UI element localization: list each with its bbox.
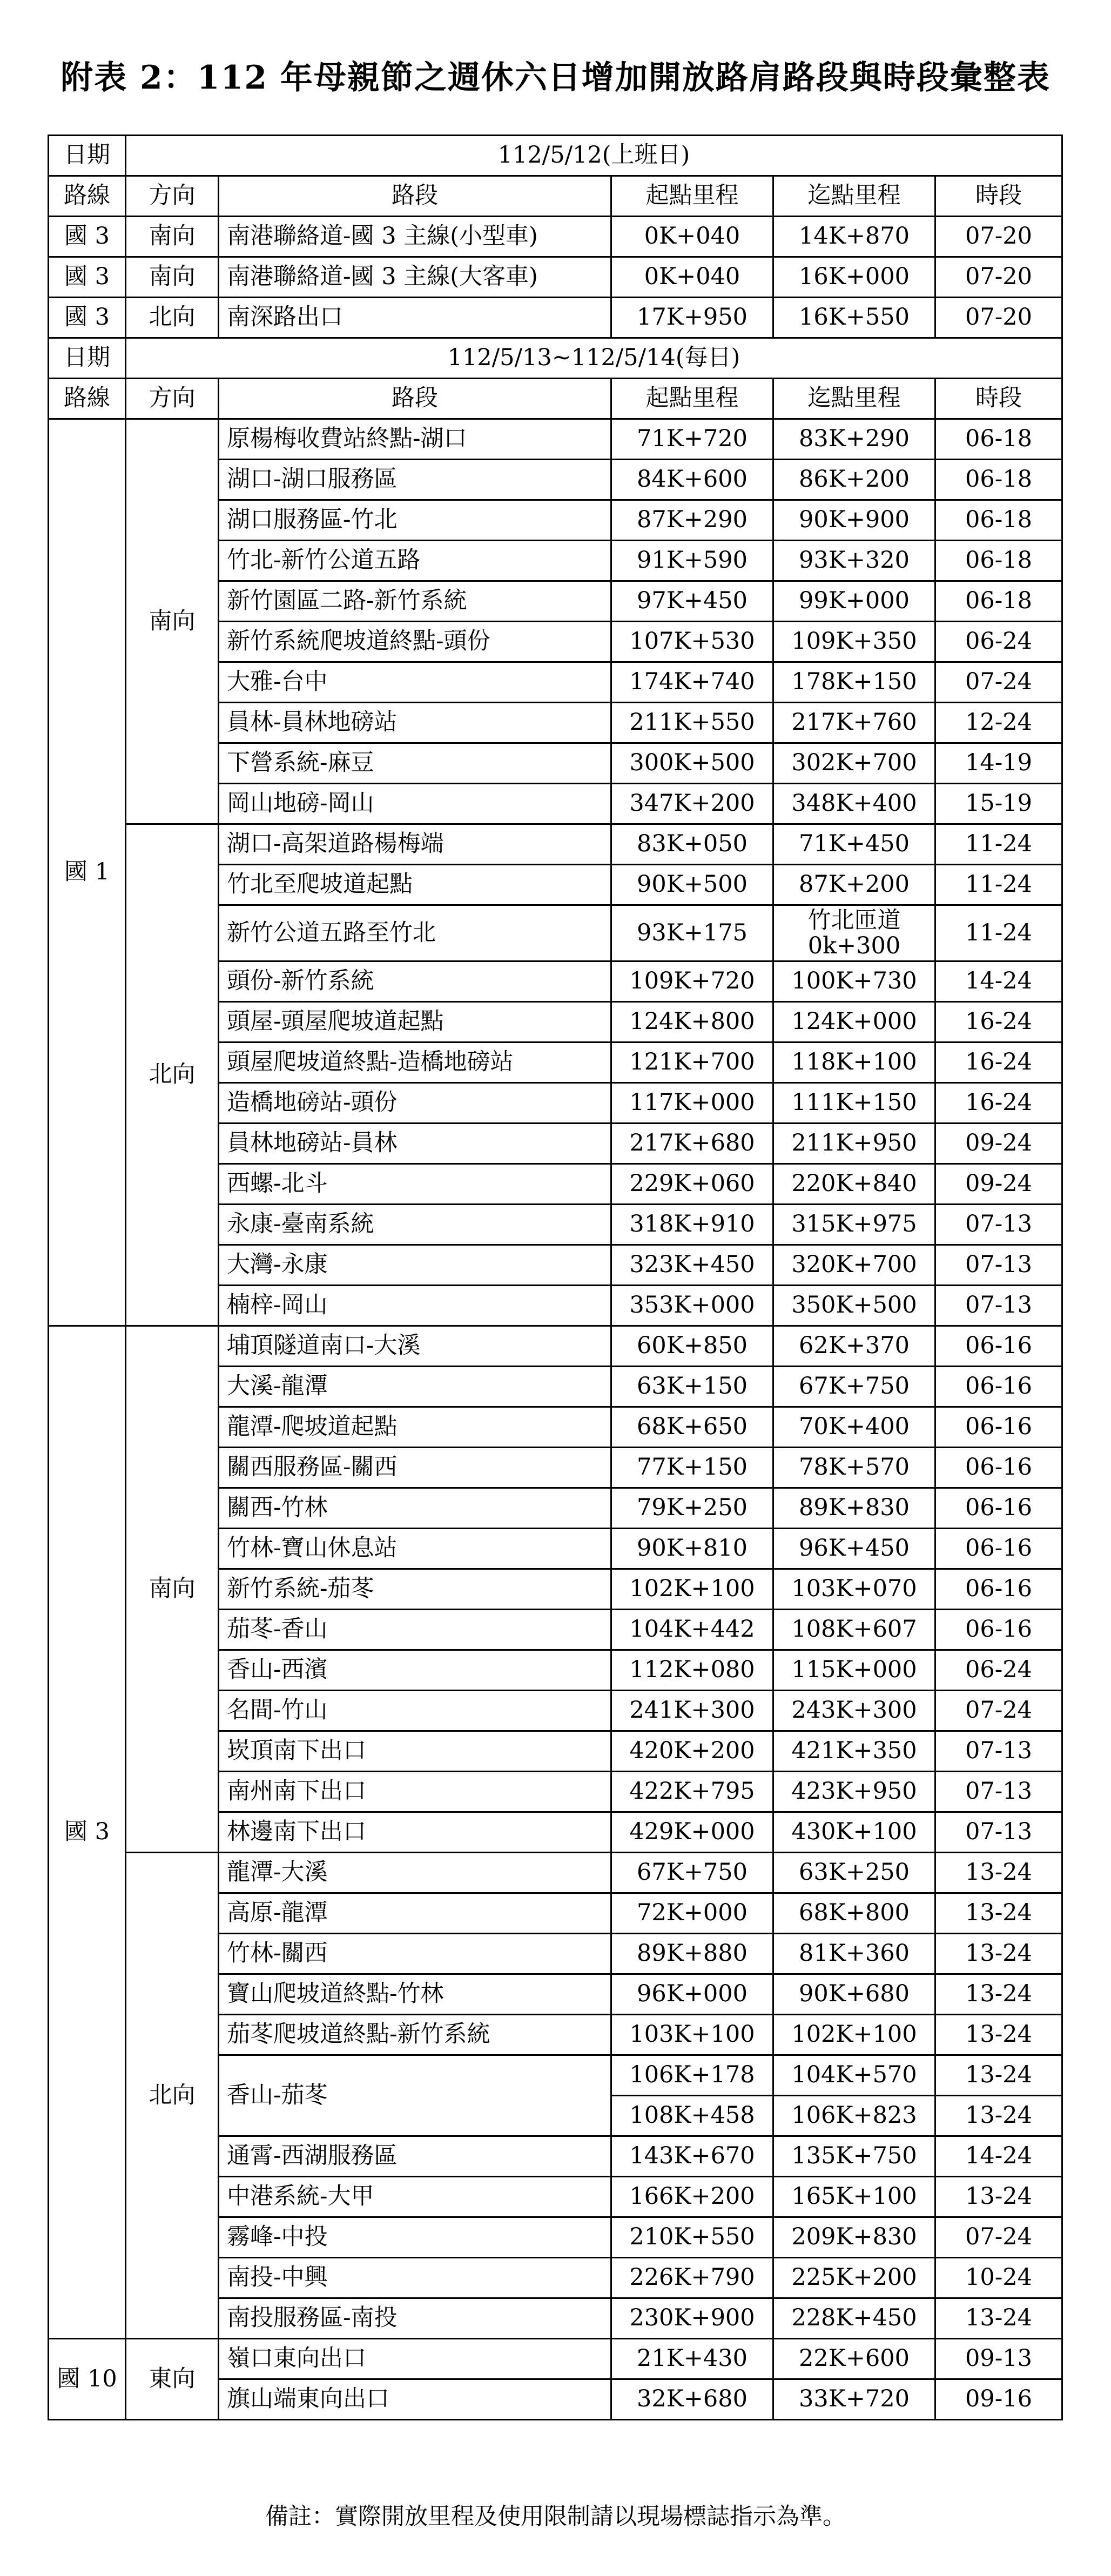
time-cell: 07-24 (935, 2217, 1062, 2258)
end-km-cell: 217K+760 (773, 703, 935, 743)
section-cell: 茄苳-香山 (219, 1610, 611, 1650)
header-direction: 方向 (126, 176, 219, 217)
start-km-cell: 422K+795 (611, 1772, 773, 1812)
time-cell: 07-13 (935, 1812, 1062, 1853)
end-km-cell: 63K+250 (773, 1853, 935, 1893)
start-km-cell: 87K+290 (611, 500, 773, 541)
end-km-cell: 33K+720 (773, 2379, 935, 2420)
end-km-cell: 209K+830 (773, 2217, 935, 2258)
end-km-cell: 16K+550 (773, 298, 935, 338)
header-end: 迄點里程 (773, 379, 935, 419)
time-cell: 06-18 (935, 581, 1062, 622)
end-km-cell: 108K+607 (773, 1610, 935, 1650)
time-cell: 06-16 (935, 1326, 1062, 1367)
end-km-cell: 22K+600 (773, 2339, 935, 2379)
start-km-cell: 420K+200 (611, 1731, 773, 1772)
section-cell: 大雅-台中 (219, 662, 611, 703)
section-cell: 大灣-永康 (219, 1245, 611, 1286)
direction-cell: 北向 (126, 1853, 219, 2339)
end-km-cell: 103K+070 (773, 1569, 935, 1610)
section-cell: 湖口-湖口服務區 (219, 460, 611, 500)
end-km-cell (773, 905, 935, 961)
section-cell: 茄苳爬坡道終點-新竹系統 (219, 2015, 611, 2055)
section-cell: 關西服務區-關西 (219, 1448, 611, 1488)
start-km-cell: 230K+900 (611, 2298, 773, 2339)
time-cell: 06-18 (935, 460, 1062, 500)
time-cell: 09-24 (935, 1164, 1062, 1205)
end-km-cell: 124K+000 (773, 1002, 935, 1042)
end-km-cell: 78K+570 (773, 1448, 935, 1488)
section-cell: 大溪-龍潭 (219, 1367, 611, 1407)
start-km-cell: 93K+175 (611, 905, 773, 961)
start-km-cell: 21K+430 (611, 2339, 773, 2379)
route-cell: 國 3 (49, 298, 126, 338)
time-cell: 16-24 (935, 1083, 1062, 1124)
route-cell: 國 3 (49, 1326, 126, 2339)
start-km-cell: 77K+150 (611, 1448, 773, 1488)
start-km-cell: 347K+200 (611, 784, 773, 824)
end-km-cell: 67K+750 (773, 1367, 935, 1407)
start-km-cell: 83K+050 (611, 824, 773, 865)
section-cell: 香山-茄苳 (219, 2055, 611, 2136)
header-time: 時段 (935, 379, 1062, 419)
section-cell: 西螺-北斗 (219, 1164, 611, 1205)
time-cell: 06-16 (935, 1407, 1062, 1448)
time-cell: 12-24 (935, 703, 1062, 743)
start-km-cell: 90K+500 (611, 865, 773, 905)
section-cell: 頭份-新竹系統 (219, 961, 611, 1002)
section-cell: 香山-西濱 (219, 1650, 611, 1691)
end-km-cell: 423K+950 (773, 1772, 935, 1812)
start-km-cell: 32K+680 (611, 2379, 773, 2420)
start-km-cell: 112K+080 (611, 1650, 773, 1691)
direction-cell: 南向 (126, 257, 219, 298)
table-row (49, 1853, 1062, 1893)
start-km-cell: 67K+750 (611, 1853, 773, 1893)
section-cell: 頭屋爬坡道終點-造橋地磅站 (219, 1042, 611, 1083)
end-km-cell: 228K+450 (773, 2298, 935, 2339)
time-cell: 09-24 (935, 1124, 1062, 1164)
start-km-cell: 60K+850 (611, 1326, 773, 1367)
end-km-cell: 86K+200 (773, 460, 935, 500)
start-km-cell: 89K+880 (611, 1934, 773, 1974)
end-km-cell: 225K+200 (773, 2258, 935, 2298)
time-cell: 06-24 (935, 1650, 1062, 1691)
start-km-cell: 17K+950 (611, 298, 773, 338)
time-cell: 11-24 (935, 905, 1062, 961)
document-title: 附表 2：112 年母親節之週休六日增加開放路肩路段與時段彙整表 (60, 59, 1051, 97)
section-cell: 嶺口東向出口 (219, 2339, 611, 2379)
section-cell: 南投服務區-南投 (219, 2298, 611, 2339)
table-row (49, 217, 1062, 257)
table-row (49, 257, 1062, 298)
start-km-cell: 103K+100 (611, 2015, 773, 2055)
section-cell: 寶山爬坡道終點-竹林 (219, 1974, 611, 2015)
start-km-cell: 124K+800 (611, 1002, 773, 1042)
section-cell: 南深路出口 (219, 298, 611, 338)
time-cell: 07-24 (935, 662, 1062, 703)
end-km-cell: 135K+750 (773, 2136, 935, 2177)
start-km-cell: 0K+040 (611, 217, 773, 257)
section-cell: 林邊南下出口 (219, 1812, 611, 1853)
table-row (49, 824, 1062, 865)
end-km-cell: 100K+730 (773, 961, 935, 1002)
section-cell: 永康-臺南系統 (219, 1205, 611, 1245)
end-km-cell: 71K+450 (773, 824, 935, 865)
time-cell: 14-19 (935, 743, 1062, 784)
section-cell: 竹北至爬坡道起點 (219, 865, 611, 905)
start-km-cell: 106K+178 (611, 2055, 773, 2096)
end-km-cell: 93K+320 (773, 541, 935, 581)
start-km-cell: 143K+670 (611, 2136, 773, 2177)
end-km-cell: 220K+840 (773, 1164, 935, 1205)
header-start: 起點里程 (611, 176, 773, 217)
end-km-cell: 421K+350 (773, 1731, 935, 1772)
start-km-cell: 210K+550 (611, 2217, 773, 2258)
direction-cell: 北向 (126, 824, 219, 1326)
date-value: 112/5/13~112/5/14(每日) (126, 338, 1062, 379)
start-km-cell: 102K+100 (611, 1569, 773, 1610)
start-km-cell: 72K+000 (611, 1893, 773, 1934)
section-cell: 南港聯絡道-國 3 主線(大客車) (219, 257, 611, 298)
section-cell: 原楊梅收費站終點-湖口 (219, 419, 611, 460)
time-cell: 13-24 (935, 2055, 1062, 2096)
table-row (49, 338, 1062, 379)
start-km-cell: 109K+720 (611, 961, 773, 1002)
start-km-cell: 79K+250 (611, 1488, 773, 1529)
time-cell: 07-20 (935, 257, 1062, 298)
time-cell: 07-20 (935, 298, 1062, 338)
time-cell: 06-16 (935, 1448, 1062, 1488)
start-km-cell: 323K+450 (611, 1245, 773, 1286)
end-km-cell: 320K+700 (773, 1245, 935, 1286)
end-km-cell: 90K+680 (773, 1974, 935, 2015)
date-value: 112/5/12(上班日) (126, 136, 1062, 176)
header-section: 路段 (219, 379, 611, 419)
section-cell: 楠梓-岡山 (219, 1286, 611, 1326)
start-km-cell: 353K+000 (611, 1286, 773, 1326)
time-cell: 14-24 (935, 2136, 1062, 2177)
route-cell: 國 3 (49, 217, 126, 257)
header-route: 路線 (49, 379, 126, 419)
end-km-cell: 90K+900 (773, 500, 935, 541)
end-km-cell: 83K+290 (773, 419, 935, 460)
time-cell: 13-24 (935, 1974, 1062, 2015)
end-km-cell: 96K+450 (773, 1529, 935, 1569)
header-direction: 方向 (126, 379, 219, 419)
end-km-cell: 14K+870 (773, 217, 935, 257)
start-km-cell: 217K+680 (611, 1124, 773, 1164)
time-cell: 07-13 (935, 1286, 1062, 1326)
section-cell: 新竹系統爬坡道終點-頭份 (219, 622, 611, 662)
time-cell: 13-24 (935, 2298, 1062, 2339)
time-cell: 06-16 (935, 1488, 1062, 1529)
section-cell: 新竹公道五路至竹北 (219, 905, 611, 961)
time-cell: 15-19 (935, 784, 1062, 824)
time-cell: 06-16 (935, 1529, 1062, 1569)
time-cell: 06-18 (935, 419, 1062, 460)
direction-cell: 南向 (126, 1326, 219, 1853)
end-km-cell: 302K+700 (773, 743, 935, 784)
start-km-cell: 226K+790 (611, 2258, 773, 2298)
start-km-cell: 300K+500 (611, 743, 773, 784)
header-start: 起點里程 (611, 379, 773, 419)
section-cell: 新竹系統-茄苳 (219, 1569, 611, 1610)
time-cell: 14-24 (935, 961, 1062, 1002)
end-km-cell: 104K+570 (773, 2055, 935, 2096)
start-km-cell: 107K+530 (611, 622, 773, 662)
end-km-line: 0k+300 (807, 932, 901, 959)
start-km-cell: 117K+000 (611, 1083, 773, 1124)
table-row (49, 1326, 1062, 1367)
time-cell: 06-18 (935, 500, 1062, 541)
end-km-cell: 118K+100 (773, 1042, 935, 1083)
end-km-cell: 102K+100 (773, 2015, 935, 2055)
time-cell: 16-24 (935, 1042, 1062, 1083)
section-cell: 竹林-寶山休息站 (219, 1529, 611, 1569)
date-label: 日期 (49, 136, 126, 176)
start-km-cell: 71K+720 (611, 419, 773, 460)
end-km-cell: 430K+100 (773, 1812, 935, 1853)
start-km-cell: 104K+442 (611, 1610, 773, 1650)
end-km-cell: 165K+100 (773, 2177, 935, 2217)
time-cell: 06-16 (935, 1569, 1062, 1610)
time-cell: 16-24 (935, 1002, 1062, 1042)
direction-cell: 南向 (126, 217, 219, 257)
time-cell: 06-16 (935, 1610, 1062, 1650)
time-cell: 09-16 (935, 2379, 1062, 2420)
start-km-cell: 241K+300 (611, 1691, 773, 1731)
table-row (49, 136, 1062, 176)
section-cell: 中港系統-大甲 (219, 2177, 611, 2217)
table-row (49, 2339, 1062, 2379)
section-cell: 崁頂南下出口 (219, 1731, 611, 1772)
table-row (49, 298, 1062, 338)
time-cell: 07-13 (935, 1731, 1062, 1772)
start-km-cell: 0K+040 (611, 257, 773, 298)
start-km-cell: 91K+590 (611, 541, 773, 581)
direction-cell: 南向 (126, 419, 219, 824)
start-km-cell: 96K+000 (611, 1974, 773, 2015)
end-km-line: 竹北匝道 (807, 907, 901, 934)
date-label: 日期 (49, 338, 126, 379)
section-cell: 頭屋-頭屋爬坡道起點 (219, 1002, 611, 1042)
start-km-cell: 211K+550 (611, 703, 773, 743)
end-km-cell: 81K+360 (773, 1934, 935, 1974)
end-km-cell: 106K+823 (773, 2096, 935, 2136)
section-cell: 南投-中興 (219, 2258, 611, 2298)
section-cell: 造橋地磅站-頭份 (219, 1083, 611, 1124)
time-cell: 09-13 (935, 2339, 1062, 2379)
end-km-cell: 87K+200 (773, 865, 935, 905)
route-cell: 國 3 (49, 257, 126, 298)
shoulder-schedule-table (48, 134, 1063, 2420)
section-cell: 龍潭-大溪 (219, 1853, 611, 1893)
direction-cell: 東向 (126, 2339, 219, 2420)
table-row (49, 176, 1062, 217)
end-km-cell: 109K+350 (773, 622, 935, 662)
end-km-cell: 350K+500 (773, 1286, 935, 1326)
time-cell: 07-13 (935, 1772, 1062, 1812)
section-cell: 高原-龍潭 (219, 1893, 611, 1934)
start-km-cell: 68K+650 (611, 1407, 773, 1448)
start-km-cell: 108K+458 (611, 2096, 773, 2136)
section-cell: 湖口-高架道路楊梅端 (219, 824, 611, 865)
time-cell: 07-13 (935, 1205, 1062, 1245)
end-km-cell: 243K+300 (773, 1691, 935, 1731)
end-km-cell: 70K+400 (773, 1407, 935, 1448)
start-km-cell: 229K+060 (611, 1164, 773, 1205)
section-cell: 新竹園區二路-新竹系統 (219, 581, 611, 622)
header-end: 迄點里程 (773, 176, 935, 217)
end-km-cell: 348K+400 (773, 784, 935, 824)
time-cell: 06-24 (935, 622, 1062, 662)
end-km-cell: 211K+950 (773, 1124, 935, 1164)
end-km-cell: 68K+800 (773, 1893, 935, 1934)
end-km-cell: 62K+370 (773, 1326, 935, 1367)
start-km-cell: 90K+810 (611, 1529, 773, 1569)
time-cell: 11-24 (935, 824, 1062, 865)
section-cell: 龍潭-爬坡道起點 (219, 1407, 611, 1448)
end-km-cell: 89K+830 (773, 1488, 935, 1529)
section-cell: 竹林-關西 (219, 1934, 611, 1974)
section-cell: 員林-員林地磅站 (219, 703, 611, 743)
time-cell: 13-24 (935, 1853, 1062, 1893)
start-km-cell: 174K+740 (611, 662, 773, 703)
time-cell: 13-24 (935, 2096, 1062, 2136)
table-body (49, 136, 1062, 2420)
start-km-cell: 166K+200 (611, 2177, 773, 2217)
section-cell: 埔頂隧道南口-大溪 (219, 1326, 611, 1367)
start-km-cell: 84K+600 (611, 460, 773, 500)
time-cell: 10-24 (935, 2258, 1062, 2298)
end-km-cell: 115K+000 (773, 1650, 935, 1691)
section-cell: 竹北-新竹公道五路 (219, 541, 611, 581)
section-cell: 霧峰-中投 (219, 2217, 611, 2258)
header-route: 路線 (49, 176, 126, 217)
table-row (49, 379, 1062, 419)
time-cell: 11-24 (935, 865, 1062, 905)
time-cell: 06-16 (935, 1367, 1062, 1407)
end-km-cell: 315K+975 (773, 1205, 935, 1245)
section-cell: 湖口服務區-竹北 (219, 500, 611, 541)
header-time: 時段 (935, 176, 1062, 217)
table-row (49, 419, 1062, 460)
route-cell: 國 10 (49, 2339, 126, 2420)
direction-cell: 北向 (126, 298, 219, 338)
time-cell: 13-24 (935, 2177, 1062, 2217)
end-km-cell: 99K+000 (773, 581, 935, 622)
section-cell: 通霄-西湖服務區 (219, 2136, 611, 2177)
start-km-cell: 97K+450 (611, 581, 773, 622)
start-km-cell: 429K+000 (611, 1812, 773, 1853)
start-km-cell: 63K+150 (611, 1367, 773, 1407)
section-cell: 旗山端東向出口 (219, 2379, 611, 2420)
start-km-cell: 318K+910 (611, 1205, 773, 1245)
time-cell: 13-24 (935, 1893, 1062, 1934)
time-cell: 06-18 (935, 541, 1062, 581)
section-cell: 下營系統-麻豆 (219, 743, 611, 784)
header-section: 路段 (219, 176, 611, 217)
footnote: 備註：實際開放里程及使用限制請以現場標誌指示為準。 (265, 2503, 846, 2530)
end-km-cell: 16K+000 (773, 257, 935, 298)
time-cell: 07-20 (935, 217, 1062, 257)
time-cell: 13-24 (935, 2015, 1062, 2055)
end-km-cell: 111K+150 (773, 1083, 935, 1124)
route-cell: 國 1 (49, 419, 126, 1326)
time-cell: 13-24 (935, 1934, 1062, 1974)
section-cell: 南港聯絡道-國 3 主線(小型車) (219, 217, 611, 257)
section-cell: 關西-竹林 (219, 1488, 611, 1529)
section-cell: 員林地磅站-員林 (219, 1124, 611, 1164)
time-cell: 07-13 (935, 1245, 1062, 1286)
start-km-cell: 121K+700 (611, 1042, 773, 1083)
section-cell: 岡山地磅-岡山 (219, 784, 611, 824)
time-cell: 07-24 (935, 1691, 1062, 1731)
section-cell: 名間-竹山 (219, 1691, 611, 1731)
end-km-cell: 178K+150 (773, 662, 935, 703)
section-cell: 南州南下出口 (219, 1772, 611, 1812)
